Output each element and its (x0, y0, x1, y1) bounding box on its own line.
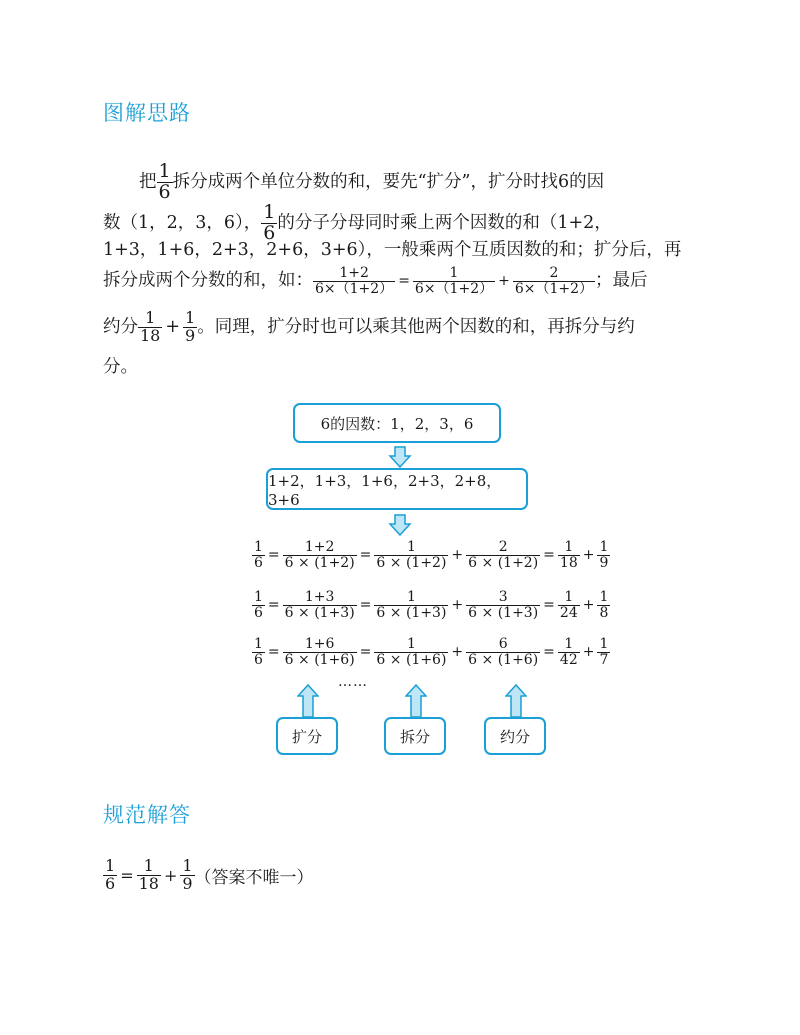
denominator: 6 (254, 604, 263, 621)
plus-sign: + (582, 644, 595, 661)
denominator: 24 (559, 604, 578, 621)
plus-sign: + (165, 317, 181, 338)
text: 拆分成两个分数的和，如： (103, 270, 313, 291)
numerator: 2 (549, 265, 559, 281)
numerator: 1+3 (304, 589, 335, 605)
denominator: 7 (599, 651, 609, 668)
denominator: 6 × (1+2) (468, 554, 539, 571)
fraction (261, 203, 277, 244)
paragraph-line-1 (139, 162, 604, 203)
denominator: 42 (559, 651, 578, 668)
fraction (103, 858, 117, 893)
equals-sign: = (359, 644, 372, 661)
numerator: 1+2 (339, 265, 369, 281)
numerator: 1 (406, 589, 416, 605)
plus-sign: + (451, 547, 464, 564)
denominator: 6 × (1+3) (468, 604, 539, 621)
paragraph-line-5 (103, 310, 635, 345)
expand-label: 扩分 (291, 727, 322, 746)
fraction-split-2 (466, 637, 540, 667)
fraction (180, 858, 194, 893)
denominator: 9 (182, 873, 193, 893)
paragraph-line-3 (103, 240, 681, 260)
section-title-solution-idea: 图解思路 (103, 101, 191, 125)
fraction-lhs (252, 590, 265, 620)
numerator: 1 (185, 308, 196, 327)
denominator: 9 (599, 554, 609, 571)
fraction (138, 310, 162, 345)
denominator: 18 (559, 554, 578, 571)
numerator: 1 (449, 265, 459, 281)
equals-sign: = (267, 547, 280, 564)
plus-sign: + (582, 597, 595, 614)
plus-sign: + (498, 273, 510, 290)
numerator: 1 (406, 539, 416, 555)
fraction-split-2 (466, 590, 540, 620)
equals-sign: = (543, 547, 555, 564)
denominator: 6×（1+2） (315, 280, 394, 297)
fraction (183, 310, 197, 345)
text: 数（1，2，3，6）， (103, 212, 262, 233)
numerator: 1 (564, 636, 574, 652)
fraction-lhs (252, 540, 265, 570)
text: 。同理，扩分时也可以乘其他两个因数的和，再拆分与约 (197, 316, 635, 337)
equals-sign: = (359, 547, 372, 564)
denominator: 6 × (1+2) (284, 554, 355, 571)
numerator: 3 (498, 589, 508, 605)
fraction-lhs (252, 637, 265, 667)
equals-sign: = (543, 644, 555, 661)
fraction-expanded (283, 637, 357, 667)
numerator: 1 (143, 856, 154, 875)
reduce-label-box (484, 717, 546, 755)
denominator: 6 × (1+6) (376, 651, 447, 668)
split-label: 拆分 (399, 727, 430, 746)
denominator: 6×（1+2） (414, 280, 494, 297)
denominator: 6 × (1+2) (376, 554, 447, 571)
text: 拆分成两个单位分数的和，要先“扩分”，扩分时找6的因 (172, 171, 605, 192)
text: 把 (139, 171, 157, 192)
denominator: 8 (599, 604, 609, 621)
plus-sign: + (582, 547, 595, 564)
fraction-reduced-1 (558, 590, 580, 620)
numerator: 1 (145, 308, 156, 327)
fraction-reduced-2 (597, 590, 610, 620)
denominator: 6 (158, 180, 171, 203)
numerator: 1 (158, 160, 171, 182)
numerator: 1 (599, 589, 609, 605)
answer-line (103, 858, 314, 893)
split-label-box (384, 717, 446, 755)
numerator: 1 (406, 636, 416, 652)
numerator: 1 (564, 589, 574, 605)
text: 分。 (103, 357, 138, 377)
fraction (137, 858, 161, 893)
text: 的分子分母同时乘上两个因数的和（1+2， (277, 212, 612, 233)
explanation-paragraph (103, 160, 703, 380)
numerator: 6 (498, 636, 508, 652)
plus-sign: + (451, 644, 464, 661)
equals-sign: = (267, 644, 280, 661)
numerator: 1 (105, 856, 116, 875)
reduce-label: 约分 (499, 727, 530, 746)
fraction-expanded (283, 540, 357, 570)
section-title-standard-answer: 规范解答 (103, 803, 191, 827)
arrow-down-icon (388, 446, 412, 468)
denominator: 6 (105, 873, 116, 893)
numerator: 1 (599, 636, 609, 652)
plus-sign: + (451, 597, 464, 614)
numerator: 1 (254, 539, 263, 555)
ellipsis: …… (338, 674, 368, 690)
numerator: 1 (254, 589, 263, 605)
fraction-split-1 (374, 590, 448, 620)
equals-sign: = (398, 273, 410, 290)
equals-sign: = (359, 597, 372, 614)
denominator: 6 (254, 554, 263, 571)
text: ；最后 (595, 270, 648, 291)
fraction (313, 266, 395, 296)
arrow-up-icon (405, 684, 427, 718)
factors-box (293, 403, 501, 443)
denominator: 9 (185, 325, 196, 345)
numerator: 1 (254, 636, 263, 652)
fraction-split-1 (374, 637, 448, 667)
fraction (157, 162, 173, 203)
numerator: 2 (498, 539, 508, 555)
arrow-up-icon (297, 684, 319, 718)
fraction-split-2 (466, 540, 540, 570)
denominator: 6 (263, 221, 276, 244)
numerator: 1 (182, 856, 193, 875)
expand-label-box (276, 717, 338, 755)
denominator: 6 × (1+3) (376, 604, 447, 621)
text: 1+3，1+6，2+3，2+6，3+6），一般乘两个互质因数的和；扩分后，再 (103, 240, 682, 260)
arrow-up-icon (505, 684, 527, 718)
equation-row (252, 637, 610, 667)
equals-sign: = (543, 597, 555, 614)
factor-sums-box (266, 468, 528, 510)
denominator: 6 × (1+6) (284, 651, 355, 668)
factor-sums-box-label: 1+2，1+3，1+6，2+3，2+8，3+6 (268, 471, 502, 509)
numerator: 1 (599, 539, 609, 555)
numerator: 1+6 (304, 636, 335, 652)
denominator: 6 × (1+3) (284, 604, 355, 621)
denominator: 18 (138, 873, 159, 893)
numerator: 1 (564, 539, 574, 555)
denominator: 18 (140, 325, 161, 345)
numerator: 1 (263, 201, 276, 223)
fraction (513, 266, 595, 296)
text: 约分 (103, 316, 138, 337)
paragraph-line-4 (103, 266, 648, 296)
paragraph-line-2 (103, 203, 612, 244)
equals-sign: = (120, 865, 134, 885)
arrow-down-icon (388, 514, 412, 536)
equals-sign: = (267, 597, 280, 614)
fraction-split-1 (374, 540, 448, 570)
equation-row (252, 540, 610, 570)
paragraph-line-6 (103, 357, 138, 377)
denominator: 6 × (1+6) (468, 651, 539, 668)
plus-sign: + (163, 865, 178, 885)
factors-box-label: 6的因数：1，2，3，6 (320, 414, 474, 433)
fraction-expanded (283, 590, 357, 620)
equation-row (252, 590, 610, 620)
fraction-reduced-1 (558, 540, 580, 570)
denominator: 6×（1+2） (514, 280, 594, 297)
denominator: 6 (254, 651, 263, 668)
fraction (413, 266, 495, 296)
fraction-reduced-2 (597, 540, 610, 570)
answer-note: （答案不唯一） (194, 867, 314, 888)
fraction-reduced-1 (558, 637, 580, 667)
numerator: 1+2 (304, 539, 335, 555)
fraction-reduced-2 (597, 637, 610, 667)
